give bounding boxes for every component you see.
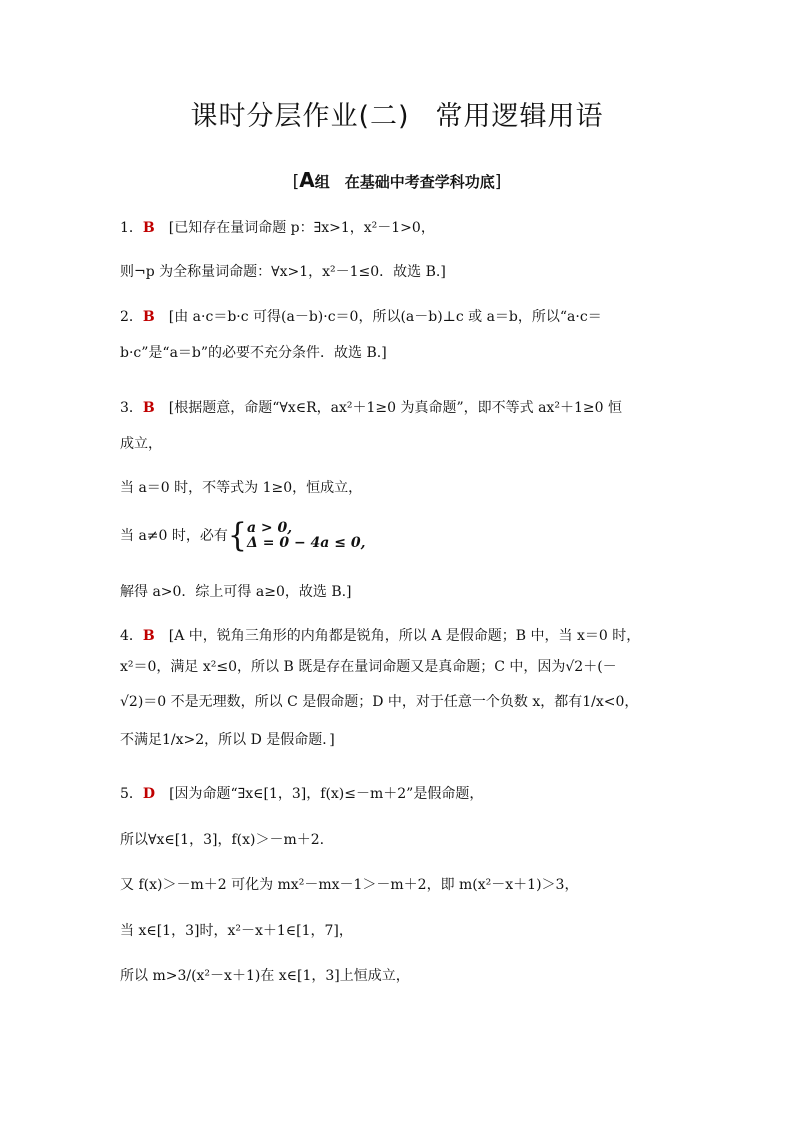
group-letter: A [299,168,315,192]
q3-cases [247,521,365,551]
q2-answer: B [142,309,155,325]
group-text: 组 在基础中考查学科功底 [314,173,495,191]
q2-line1 [120,307,602,327]
q4-text1: [A 中，锐角三角形的内角都是锐角，所以 A 是假命题；B 中，当 x＝0 时， [168,628,641,644]
q4-line1 [120,626,640,646]
q3-line4 [120,516,366,555]
page-title [0,94,794,133]
bracket-close: ] [494,172,502,192]
q3-answer: B [142,400,155,416]
left-brace: { [227,516,247,555]
q4-line3: √2)＝0 不是无理数，所以 C 是假命题；D 中，对于任意一个负数 x，都有1/x<0， [120,694,639,710]
q4-line2: x²＝0，满足 x²≤0，所以 B 既是存在量词命题又是真命题；C 中，因为√2＋(－ [120,659,617,675]
title-main: 课时分层作业(二) [190,101,410,132]
q3-line2: 成立， [120,436,162,452]
q5-number: 5． [120,786,143,802]
q5-line4: 当 x∈[1，3]时，x²－x＋1∈[1，7]， [120,923,353,939]
q2-text1: [由 a·c＝b·c 可得(a－b)·c＝0，所以(a－b)⊥c 或 a＝b，所以“a·c＝ [168,309,602,325]
q5-line1 [120,784,483,804]
q4-line4: 不满足1/x>2，所以 D 是假命题．] [120,732,335,748]
q1-answer: B [142,220,155,236]
q3-line1 [120,398,622,418]
q5-line3: 又 f(x)＞－m＋2 可化为 mx²－mx－1＞－m＋2，即 m(x²－x＋1)＞3， [120,877,579,893]
q3-text1: [根据题意，命题“∀x∈R，ax²＋1≥0 为真命题”，即不等式 ax²＋1≥0 恒 [168,400,622,416]
q1-text1: [已知存在量词命题 p：∃x>1，x²－1>0， [168,220,435,236]
q3-line5: 解得 a>0．综上可得 a≥0，故选 B.] [120,584,352,600]
q3-case2: Δ = 0 − 4a ≤ 0, [246,535,366,551]
q3-case1: a > 0, [246,520,293,536]
q4-answer: B [142,628,155,644]
q5-line2: 所以∀x∈[1，3]，f(x)＞－m＋2. [120,832,325,848]
q4-number: 4． [120,628,143,644]
section-header [0,168,794,192]
q5-line5: 所以 m>3/(x²－x＋1)在 x∈[1，3]上恒成立， [120,968,410,984]
q1-line1 [120,218,435,238]
q2-line2: b·c”是“a＝b”的必要不充分条件．故选 B.] [120,345,387,361]
bracket-open: [ [292,172,300,192]
title-topic: 常用逻辑用语 [435,101,604,132]
q1-line2: 则¬p 为全称量词命题：∀x>1，x²－1≤0．故选 B.] [120,264,446,280]
q3-text4: 当 a≠0 时，必有 [120,528,228,544]
q3-line3: 当 a＝0 时，不等式为 1≥0，恒成立， [120,480,363,496]
q5-answer: D [142,786,156,802]
q2-number: 2． [120,309,143,325]
q1-number: 1． [120,220,143,236]
q3-number: 3． [120,400,143,416]
q5-text1: [因为命题“∃x∈[1，3]，f(x)≤－m＋2”是假命题， [169,786,484,802]
